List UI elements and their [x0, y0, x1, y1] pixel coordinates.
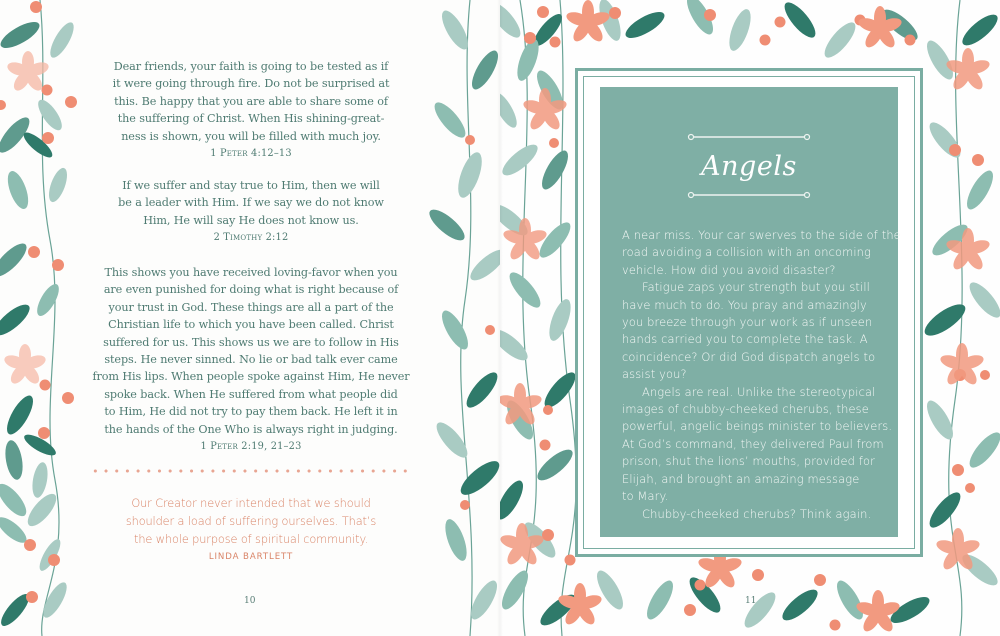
- passage-line: Him, He will say He does not know us.: [143, 213, 359, 227]
- body-line: Angels are real. Unlike the stereotypical: [642, 384, 876, 399]
- body-line: coincidence? Or did God dispatch angels to: [622, 349, 876, 364]
- devotional-body: [622, 227, 901, 523]
- frame-inner-border: [583, 76, 915, 549]
- text-frame: [575, 68, 923, 557]
- quote-line: Our Creator never intended that we should: [131, 497, 371, 510]
- quote-line: shoulder a load of suffering ourselves. That’s: [125, 515, 377, 528]
- scripture-passage-2: [88, 177, 414, 246]
- passage-line: Christian life to which you have been called. Christ: [108, 318, 394, 332]
- body-line: Fatigue zaps your strength but you still: [642, 280, 870, 295]
- scripture-reference: 1 Peter 2:19, 21–23: [200, 441, 302, 453]
- book-gutter: [497, 0, 503, 636]
- passage-line: steps. He never sinned. No lie or bad talk ever came: [104, 353, 398, 367]
- frame-panel: [600, 87, 901, 537]
- scripture-reference: 1 Peter 4:12–13: [210, 148, 292, 160]
- right-page: [500, 0, 1000, 636]
- dotted-divider-icon: [90, 469, 412, 473]
- scripture-reference: 2 Timothy 2:12: [213, 232, 289, 244]
- title-flourish-top-icon: [687, 133, 811, 141]
- body-line: images of chubby-cheeked cherubs, these: [622, 402, 869, 417]
- passage-line: suffered for us. This shows us we are to follow in His: [103, 335, 399, 349]
- page-number-left: 10: [244, 596, 256, 606]
- passage-line: your trust in God. These things are all a part of the: [108, 300, 394, 314]
- passage-line: are even punished for doing what is right because of: [103, 283, 399, 297]
- passage-line: spoke back. When He suffered from what people did: [104, 387, 398, 401]
- body-line: A near miss. Your car swerves to the side of the: [622, 228, 901, 242]
- passage-line: This shows you have received loving-favor when you: [104, 266, 398, 279]
- body-line: At God’s command, they delivered Paul from: [622, 436, 884, 451]
- passage-line: Dear friends, your faith is going to be tested as if: [113, 60, 389, 73]
- chapter-title: Angels: [701, 151, 797, 182]
- body-line: road avoiding a collision with an oncoming: [622, 245, 872, 260]
- scripture-passage-3: [88, 264, 414, 455]
- body-line: you breeze through your work as if unseen: [622, 315, 873, 330]
- passage-line: If we suffer and stay true to Him, then we will: [122, 179, 380, 192]
- title-flourish-bottom-icon: [687, 191, 811, 199]
- passage-line: ness is shown, you will be filled with much joy.: [121, 129, 381, 143]
- pull-quote: [88, 495, 414, 562]
- body-line: vehicle. How did you avoid disaster?: [622, 262, 836, 277]
- passage-line: from His lips. When people spoke against Him, He never: [92, 370, 410, 384]
- body-line: assist you?: [622, 367, 687, 382]
- body-line: have much to do. You pray and amazingly: [622, 297, 867, 312]
- passage-line: be a leader with Him. If we say we do not know: [118, 196, 384, 210]
- passage-line: the hands of the One Who is always right in judging.: [104, 422, 398, 436]
- passage-line: to Him, He did not try to pay them back. He left it in: [104, 405, 398, 419]
- quote-line: the whole purpose of spiritual community.: [134, 533, 368, 546]
- quote-author: LINDA BARTLETT: [208, 552, 294, 562]
- passage-line: the suffering of Christ. When His shining-great-: [117, 112, 385, 126]
- page-number-right: 11: [745, 596, 757, 606]
- body-line: powerful, angelic beings minister to believers.: [622, 419, 893, 434]
- body-line: Elijah, and brought an amazing message: [622, 471, 860, 486]
- body-line: hands carried you to complete the task. A: [622, 332, 868, 347]
- scripture-passage-1: [88, 58, 414, 162]
- title-block: [600, 133, 898, 199]
- passage-line: this. Be happy that you are able to share some of: [114, 94, 388, 108]
- body-line: Chubby-cheeked cherubs? Think again.: [642, 506, 872, 521]
- body-line: prison, shut the lions’ mouths, provided for: [622, 454, 875, 469]
- body-line: to Mary.: [622, 489, 669, 504]
- passage-line: it were going through fire. Do not be surprised at: [112, 77, 390, 91]
